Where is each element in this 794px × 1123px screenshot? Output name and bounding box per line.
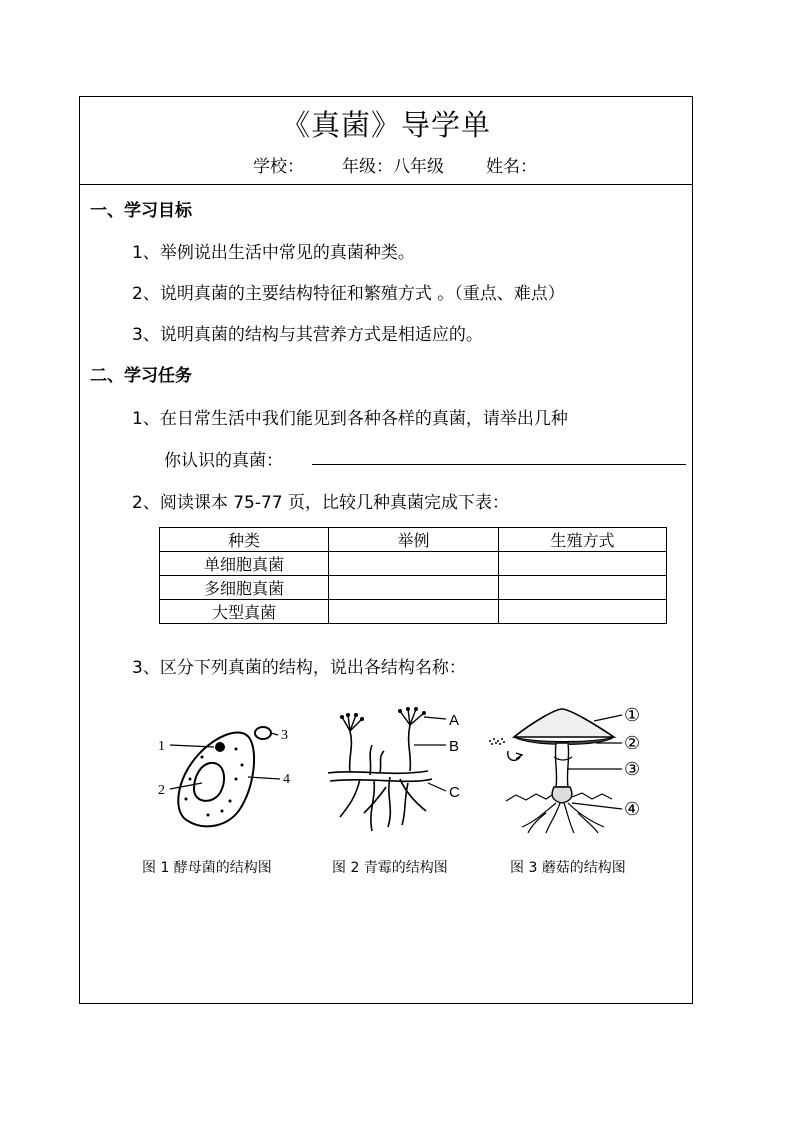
mushroom-label: ② <box>624 733 641 754</box>
section-heading-tasks: 二、学习任务 <box>90 366 192 386</box>
figure-3-caption: 图 3 蘑菇的结构图 <box>510 860 626 876</box>
task-1-text: 1、在日常生活中我们能见到各种各样的真菌，请举出几种 <box>132 409 568 429</box>
penicillium-label: C <box>449 784 460 801</box>
goal-item: 1、举例说出生活中常见的真菌种类。 <box>132 243 415 263</box>
yeast-label: 1 <box>158 739 165 754</box>
table-cell-example[interactable] <box>329 576 499 600</box>
yeast-label: 2 <box>158 783 165 798</box>
penicillium-label: B <box>449 738 460 755</box>
table-row <box>160 576 667 600</box>
answer-blank-line[interactable] <box>312 464 686 465</box>
yeast-diagram <box>150 717 300 837</box>
worksheet-frame <box>79 96 693 1004</box>
grade-label: 年级：八年级 <box>342 157 444 177</box>
table-header-cell: 种类 <box>160 528 329 552</box>
mushroom-label: ④ <box>624 799 641 820</box>
page-title: 《真菌》导学单 <box>280 108 491 142</box>
table-header-cell: 举例 <box>329 528 499 552</box>
mushroom-label: ① <box>624 705 641 726</box>
task-3-text: 3、区分下列真菌的结构，说出各结构名称： <box>132 658 466 678</box>
penicillium-label: A <box>449 712 460 729</box>
table-row <box>160 600 667 624</box>
table-cell-reproduction[interactable] <box>499 552 667 576</box>
task-1-prompt: 你认识的真菌： <box>164 451 283 471</box>
table-cell-example[interactable] <box>329 600 499 624</box>
task-2-text: 2、阅读课本 75-77 页，比较几种真菌完成下表： <box>132 493 510 513</box>
yeast-label: 4 <box>283 772 290 787</box>
worksheet-header <box>80 97 692 185</box>
mushroom-diagram <box>486 703 666 837</box>
table-header-cell: 生殖方式 <box>499 528 667 552</box>
table-cell-reproduction[interactable] <box>499 576 667 600</box>
mushroom-label: ③ <box>624 759 641 780</box>
table-cell-type: 单细胞真菌 <box>160 552 329 576</box>
section-heading-goals: 一、学习目标 <box>90 201 192 221</box>
fungi-comparison-table <box>159 527 667 624</box>
table-cell-type: 大型真菌 <box>160 600 329 624</box>
table-cell-example[interactable] <box>329 552 499 576</box>
table-cell-reproduction[interactable] <box>499 600 667 624</box>
figure-1-caption: 图 1 酵母菌的结构图 <box>142 860 272 876</box>
table-header-row <box>160 528 667 552</box>
table-cell-type: 多细胞真菌 <box>160 576 329 600</box>
name-label: 姓名： <box>486 157 537 177</box>
yeast-label: 3 <box>281 728 288 743</box>
school-label: 学校： <box>253 157 304 177</box>
goal-item: 3、说明真菌的结构与其营养方式是相适应的。 <box>132 325 483 345</box>
penicillium-diagram <box>320 707 470 842</box>
figure-2-caption: 图 2 青霉的结构图 <box>332 860 448 876</box>
table-row <box>160 552 667 576</box>
goal-item: 2、说明真菌的主要结构特征和繁殖方式 。（重点、难点） <box>132 284 565 304</box>
